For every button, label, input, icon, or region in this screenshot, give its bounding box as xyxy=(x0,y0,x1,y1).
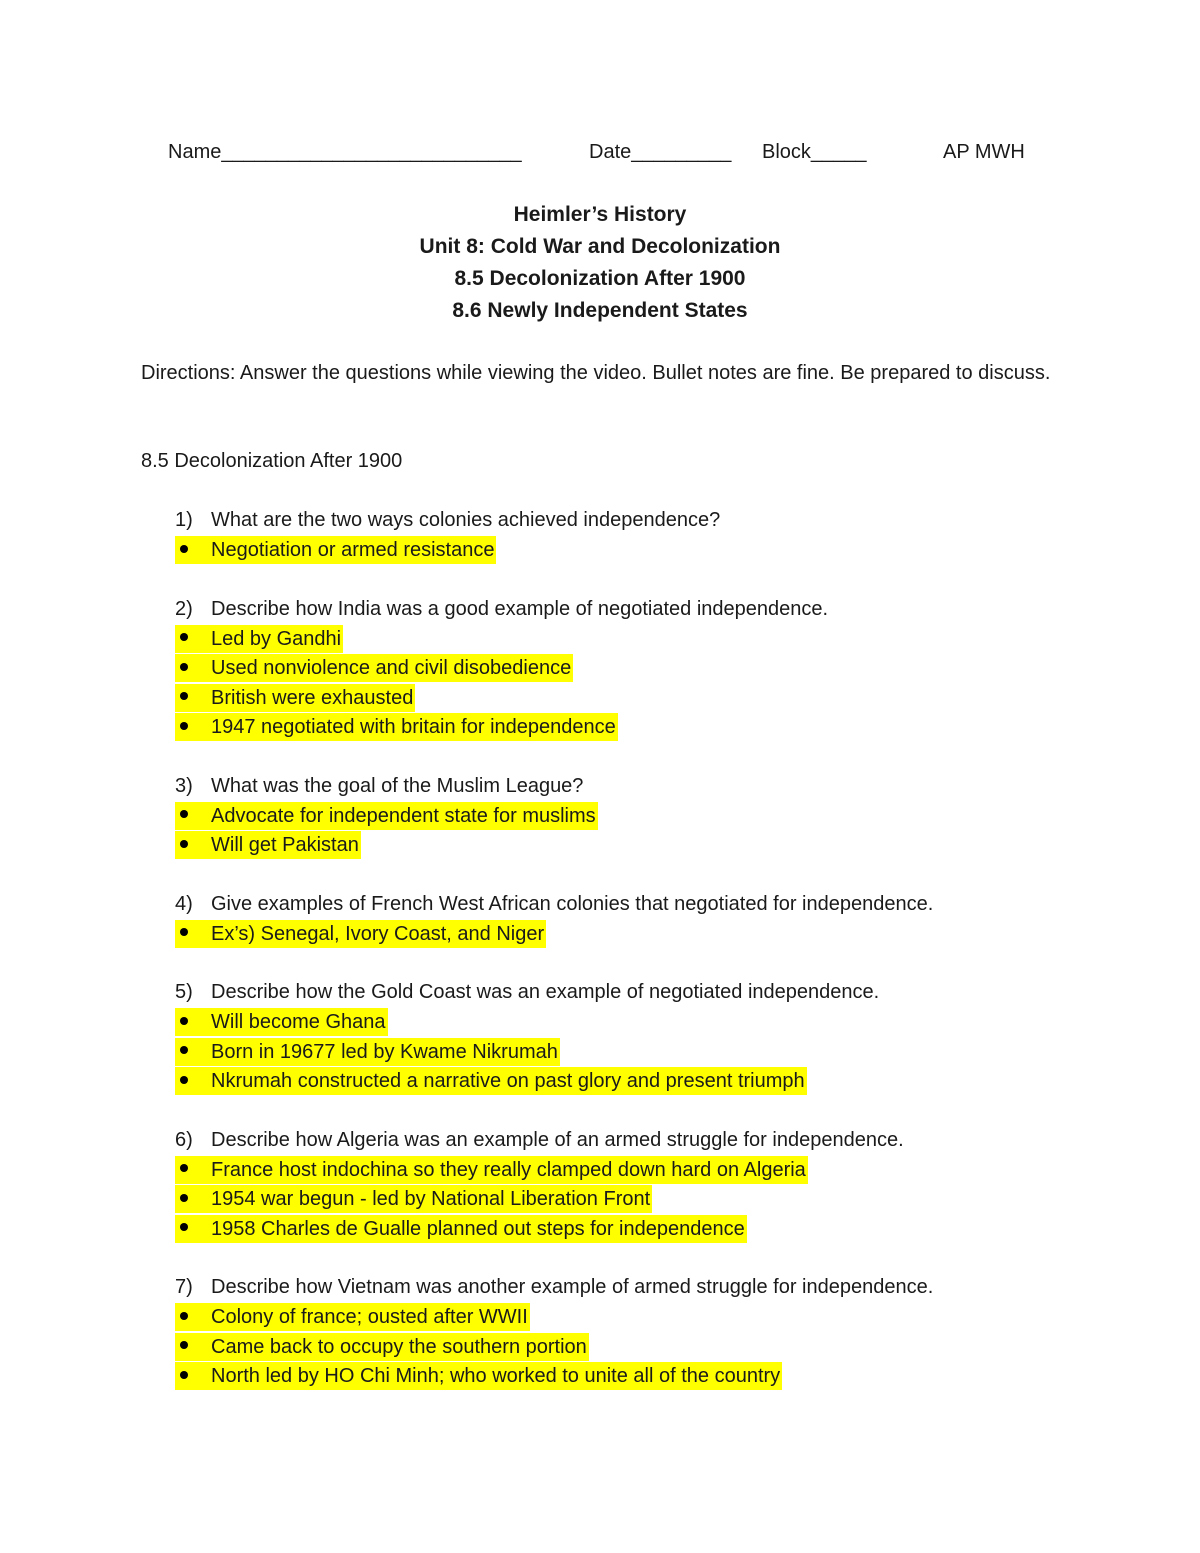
answer-highlight xyxy=(175,920,546,948)
date-field: Date_________ xyxy=(589,141,732,163)
question-item xyxy=(141,771,1101,860)
block-field: Block_____ xyxy=(762,141,867,163)
bullet-icon xyxy=(180,1017,188,1025)
question-text: Describe how Algeria was an example of an armed struggle for independence. xyxy=(211,1128,904,1151)
answer-bullet xyxy=(141,1066,1101,1096)
answer-bullet xyxy=(141,1155,1101,1185)
answer-highlight xyxy=(175,1333,589,1361)
answer-text: Came back to occupy the southern portion xyxy=(211,1335,587,1358)
question-text: Give examples of French West African colonies that negotiated for independence. xyxy=(211,892,934,915)
question-number: 3) xyxy=(175,774,193,797)
question-prompt xyxy=(141,889,1101,919)
answer-text: Born in 19677 led by Kwame Nikrumah xyxy=(211,1040,558,1063)
answer-highlight xyxy=(175,654,573,682)
question-list xyxy=(141,505,1101,1420)
directions-text: Directions: Answer the questions while viewing the video. Bullet notes are fine. Be prepared to discuss. xyxy=(141,362,1051,384)
bullet-icon xyxy=(180,1164,188,1172)
question-text: Describe how the Gold Coast was an example of negotiated independence. xyxy=(211,981,880,1003)
answer-bullet xyxy=(141,1037,1101,1067)
answer-highlight xyxy=(175,1303,530,1331)
bullet-icon xyxy=(180,545,188,553)
answer-text: Will get Pakistan xyxy=(211,834,359,856)
name-field: Name___________________________ xyxy=(168,141,522,163)
question-number: 5) xyxy=(175,981,193,1003)
bullet-icon xyxy=(180,663,188,671)
answer-bullet xyxy=(141,1214,1101,1244)
title-unit: Unit 8: Cold War and Decolonization xyxy=(419,235,781,258)
bullet-icon xyxy=(180,1194,188,1202)
answer-highlight xyxy=(175,1362,782,1390)
question-item xyxy=(141,1125,1101,1244)
answer-text: 1958 Charles de Gualle planned out steps for independence xyxy=(211,1217,745,1240)
question-item xyxy=(141,594,1101,742)
answer-text: Colony of france; ousted after WWII xyxy=(211,1306,528,1328)
answer-bullet xyxy=(141,1007,1101,1037)
answer-highlight xyxy=(175,1067,807,1095)
question-prompt xyxy=(141,594,1101,624)
answer-bullet xyxy=(141,801,1101,831)
answer-text: North led by HO Chi Minh; who worked to unite all of the country xyxy=(211,1365,781,1387)
question-text: What was the goal of the Muslim League? xyxy=(211,774,584,797)
question-number: 4) xyxy=(175,892,193,915)
answer-bullet xyxy=(141,624,1101,654)
question-prompt xyxy=(141,977,1101,1007)
answer-bullet xyxy=(141,1332,1101,1362)
answer-text: Advocate for independent state for muslims xyxy=(211,804,596,827)
answer-bullet xyxy=(141,919,1101,949)
answer-text: 1954 war begun - led by National Liberation Front xyxy=(211,1188,651,1210)
question-text: What are the two ways colonies achieved independence? xyxy=(211,509,721,531)
title-topic-8-5: 8.5 Decolonization After 1900 xyxy=(454,267,746,290)
answer-highlight xyxy=(175,1038,560,1066)
question-text: Describe how Vietnam was another example of armed struggle for independence. xyxy=(211,1276,934,1298)
question-number: 1) xyxy=(175,509,193,531)
bullet-icon xyxy=(180,1076,188,1084)
answer-highlight xyxy=(175,1215,747,1243)
section-heading: 8.5 Decolonization After 1900 xyxy=(141,450,403,472)
answer-bullet xyxy=(141,712,1101,742)
answer-highlight xyxy=(175,684,415,712)
question-prompt xyxy=(141,505,1101,535)
answer-text: Ex’s) Senegal, Ivory Coast, and Niger xyxy=(211,922,545,945)
answer-highlight xyxy=(175,625,343,653)
question-item xyxy=(141,1272,1101,1391)
answer-highlight xyxy=(175,1185,652,1213)
answer-text: Led by Gandhi xyxy=(211,627,342,650)
answer-text: British were exhausted xyxy=(211,686,414,709)
question-number: 7) xyxy=(175,1276,193,1298)
answer-highlight xyxy=(175,1008,388,1036)
answer-bullet xyxy=(141,830,1101,860)
answer-highlight xyxy=(175,802,598,830)
question-item xyxy=(141,505,1101,565)
bullet-icon xyxy=(180,1312,188,1320)
question-prompt xyxy=(141,1272,1101,1302)
answer-bullet xyxy=(141,1184,1101,1214)
bullet-icon xyxy=(180,1371,188,1379)
bullet-icon xyxy=(180,722,188,730)
answer-bullet xyxy=(141,683,1101,713)
bullet-icon xyxy=(180,840,188,848)
answer-highlight xyxy=(175,713,618,741)
answer-bullet xyxy=(141,653,1101,683)
answer-highlight xyxy=(175,536,496,564)
answer-highlight xyxy=(175,831,361,859)
question-prompt xyxy=(141,771,1101,801)
bullet-icon xyxy=(180,1046,188,1054)
answer-text: 1947 negotiated with britain for independence xyxy=(211,716,616,738)
answer-highlight xyxy=(175,1156,808,1184)
title-block xyxy=(0,199,1200,327)
bullet-icon xyxy=(180,1341,188,1349)
course-label: AP MWH xyxy=(943,141,1025,163)
question-item xyxy=(141,889,1101,949)
answer-text: Will become Ghana xyxy=(211,1011,386,1033)
answer-bullet xyxy=(141,1361,1101,1391)
bullet-icon xyxy=(180,1223,188,1231)
bullet-icon xyxy=(180,633,188,641)
bullet-icon xyxy=(180,810,188,818)
question-number: 6) xyxy=(175,1128,193,1151)
answer-bullet xyxy=(141,535,1101,565)
title-topic-8-6: 8.6 Newly Independent States xyxy=(452,299,748,322)
bullet-icon xyxy=(180,928,188,936)
question-text: Describe how India was a good example of negotiated independence. xyxy=(211,597,829,620)
title-source: Heimler’s History xyxy=(513,203,687,226)
answer-text: Nkrumah constructed a narrative on past glory and present triumph xyxy=(211,1070,805,1092)
answer-text: France host indochina so they really clamped down hard on Algeria xyxy=(211,1158,806,1181)
header-fields xyxy=(168,141,1048,171)
question-prompt xyxy=(141,1125,1101,1155)
question-number: 2) xyxy=(175,597,193,620)
answer-bullet xyxy=(141,1302,1101,1332)
answer-text: Used nonviolence and civil disobedience xyxy=(211,657,572,679)
answer-text: Negotiation or armed resistance xyxy=(211,539,495,561)
bullet-icon xyxy=(180,692,188,700)
question-item xyxy=(141,977,1101,1096)
